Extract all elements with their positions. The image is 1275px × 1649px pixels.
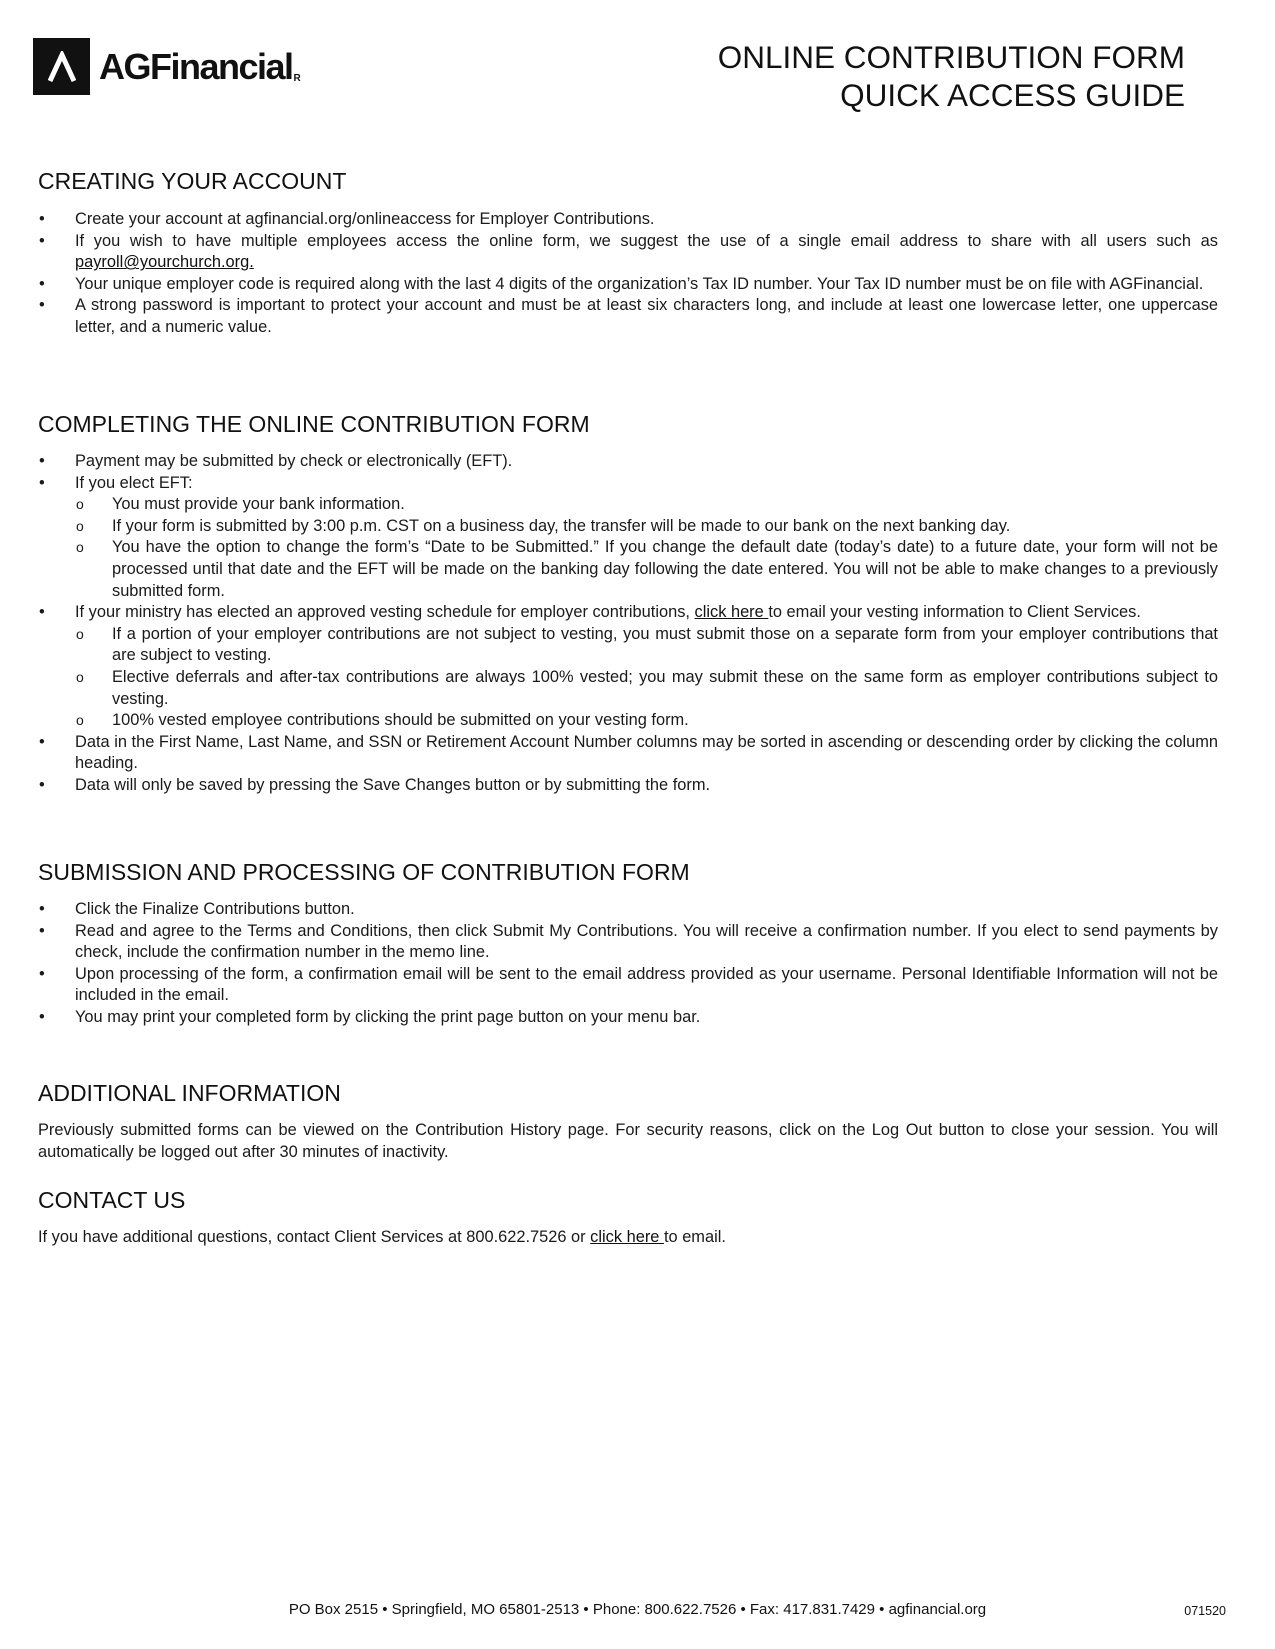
- list-item: • Data in the First Name, Last Name, and SSN or Retirement Account Number columns may be sorted in ascending or descending order by clicking the column heading.: [38, 732, 1218, 775]
- list-item: • Your unique employer code is required along with the last 4 digits of the organization’s Tax ID number. Your Tax ID number must be on file with AGFinancial.: [38, 274, 1218, 296]
- contact-click-here-link[interactable]: click here: [590, 1228, 664, 1246]
- list-item: • Create your account at agfinancial.org/onlineaccess for Employer Contributions.: [38, 209, 1218, 231]
- creating-account-list: [38, 209, 1218, 339]
- list-item: • Upon processing of the form, a confirmation email will be sent to the email address provided as your username. Personal Identifiable Information will not be included in the email.: [38, 964, 1218, 1007]
- title-line-1: ONLINE CONTRIBUTION FORM: [717, 39, 1185, 75]
- vesting-sublist: [75, 624, 1218, 732]
- submission-list: [38, 899, 1218, 1029]
- footer-address: PO Box 2515 • Springfield, MO 65801-2513 • Phone: 800.622.7526 • Fax: 417.831.7429 • agfinancial.org: [288, 1601, 987, 1618]
- sublist-item: o 100% vested employee contributions should be submitted on your vesting form.: [75, 710, 1218, 732]
- list-item: • Payment may be submitted by check or electronically (EFT).: [38, 451, 1218, 473]
- sublist-item: o You have the option to change the form’s “Date to be Submitted.” If you change the default date (today’s date) to a future date, your form will not be processed until that date and the EFT will be made on the banking day following the date entered. You will not be able to make changes to a previously submitted form.: [75, 537, 1218, 602]
- section-heading-creating-account: CREATING YOUR ACCOUNT: [38, 168, 347, 194]
- agfinancial-logo: [33, 38, 301, 95]
- list-item: • You may print your completed form by clicking the print page button on your menu bar.: [38, 1007, 1218, 1029]
- section-heading-completing-form: COMPLETING THE ONLINE CONTRIBUTION FORM: [38, 411, 590, 437]
- vesting-click-here-link[interactable]: click here: [694, 603, 769, 622]
- list-item: • If you elect EFT: o You must provide your bank information. o If your form is submitted by 3:00 p.m. CST on a business day, the transfer will be made to our bank on the next banking day. o You have the option to change the form’s “Date to be Submitted.” If you change the default date (today’s date) to a future date, your form will not be processed until that date and the EFT will be made on the banking day following the date entered. You will not be able to make changes to a previously submitted form.: [38, 473, 1218, 603]
- list-item: • Read and agree to the Terms and Conditions, then click Submit My Contributions. You will receive a confirmation number. If you elect to send payments by check, include the confirmation number in the memo line.: [38, 921, 1218, 964]
- payroll-email-link[interactable]: payroll@yourchurch.org.: [75, 253, 254, 272]
- list-item: • If you wish to have multiple employees access the online form, we suggest the use of a single email address to share with all users such as payroll@yourchurch.org.: [38, 231, 1218, 274]
- logo-wordmark: AGFinancial$^R$: [99, 45, 301, 87]
- footer-form-code: 071520: [1184, 1604, 1226, 1618]
- list-item: • Click the Finalize Contributions button.: [38, 899, 1218, 921]
- document-title: [718, 38, 1185, 114]
- section-heading-additional-information: ADDITIONAL INFORMATION: [38, 1080, 341, 1106]
- list-item: • Data will only be saved by pressing the Save Changes button or by submitting the form.: [38, 775, 1218, 797]
- additional-information-text: Previously submitted forms can be viewed on the Contribution History page. For security reasons, click on the Log Out button to close your session. You will automatically be logged out after 30 minutes of inactivity.: [38, 1121, 1218, 1161]
- sublist-item: o If a portion of your employer contributions are not subject to vesting, you must submit those on a separate form from your employer contributions that are subject to vesting.: [75, 624, 1218, 667]
- eft-sublist: [75, 494, 1218, 602]
- contact-us-text: If you have additional questions, contact Client Services at 800.622.7526 or click here to email.: [38, 1228, 726, 1246]
- list-item: • If your ministry has elected an approved vesting schedule for employer contributions, click here to email your vesting information to Client Services. o If a portion of your employer contributions are not subject to vesting, you must submit those on a separate form from your employer contributions that are subject to vesting. o Elective deferrals and after-tax contributions are always 100% vested; you may submit these on the same form as employer contributions subject to vesting. o 100% vested employee contributions should be submitted on your vesting form.: [38, 602, 1218, 732]
- logo-mark-icon: [33, 38, 90, 95]
- section-heading-submission: SUBMISSION AND PROCESSING OF CONTRIBUTION FORM: [38, 859, 690, 885]
- sublist-item: o Elective deferrals and after-tax contributions are always 100% vested; you may submit these on the same form as employer contributions subject to vesting.: [75, 667, 1218, 710]
- list-item: • A strong password is important to protect your account and must be at least six characters long, and include at least one lowercase letter, one uppercase letter, and a numeric value.: [38, 295, 1218, 338]
- section-heading-contact-us: CONTACT US: [38, 1187, 186, 1213]
- title-line-2: QUICK ACCESS GUIDE: [840, 77, 1185, 113]
- completing-form-list: [38, 451, 1218, 797]
- sublist-item: o You must provide your bank information.: [75, 494, 1218, 516]
- sublist-item: o If your form is submitted by 3:00 p.m. CST on a business day, the transfer will be made to our bank on the next banking day.: [75, 516, 1218, 538]
